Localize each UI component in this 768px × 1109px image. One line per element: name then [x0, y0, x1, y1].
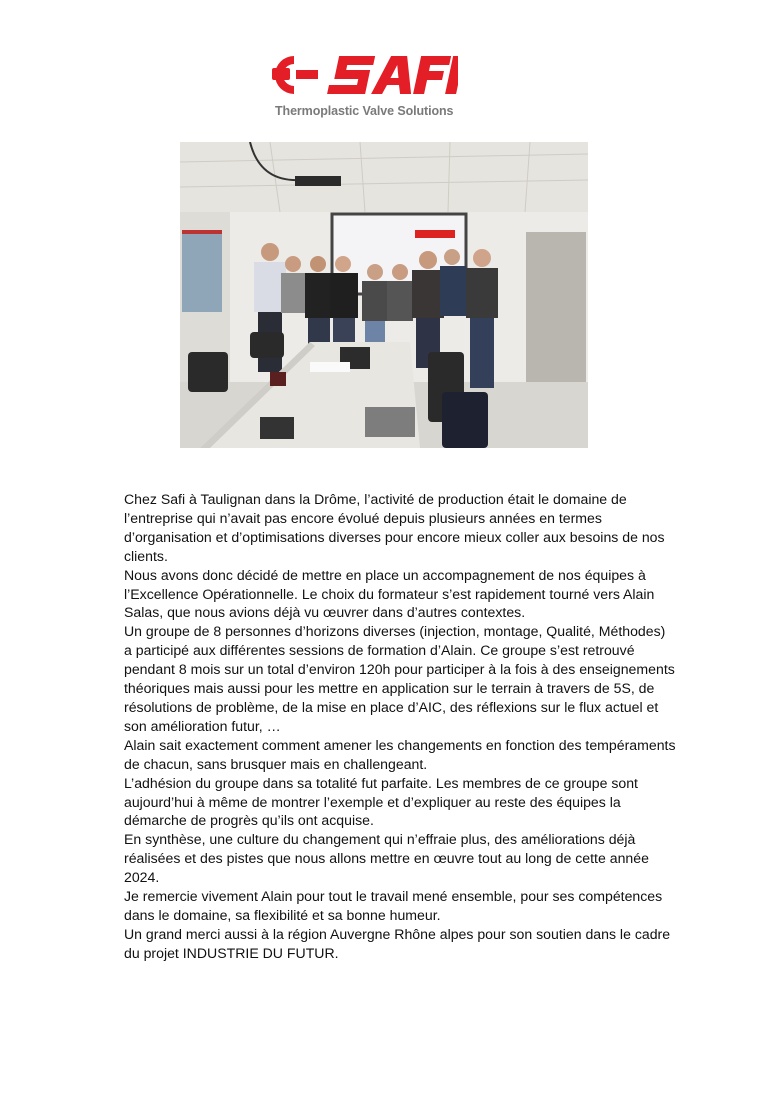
paragraph-4: Alain sait exactement comment amener les changements en fonction des tempéraments de chacun, sans brusquer mais en challengeant.: [124, 736, 676, 772]
paragraph-8: Un grand merci aussi à la région Auvergne Rhône alpes pour son soutien dans le cadre du projet INDUSTRIE DU FUTUR.: [124, 925, 671, 961]
article-body: [124, 490, 676, 963]
team-photo-illustration: [180, 142, 588, 448]
safi-logo: [272, 52, 458, 122]
paragraph-6: En synthèse, une culture du changement qui n’effraie plus, des améliorations déjà réalisées et des pistes que nous allons mettre en œuvre tout au long de cette année 2024.: [124, 831, 649, 886]
paragraph-2: Nous avons donc décidé de mettre en place un accompagnement de nos équipes à l’Excellence Opérationnelle. Le choix du formateur s’est rapidement tourné vers Alain Salas, que nous avions déjà vu œuvrer dans d’autres contextes.: [124, 566, 655, 621]
logo-tagline: Thermoplastic Valve Solutions: [275, 104, 454, 118]
paragraph-1: Chez Safi à Taulignan dans la Drôme, l’activité de production était le domaine de l’entreprise qui n’avait pas encore évolué depuis plusieurs années en termes d’organisation et d’optimisations diverses pour encore mieux coller aux besoins de nos clients.: [124, 491, 665, 564]
paragraph-7: Je remercie vivement Alain pour tout le travail mené ensemble, pour ses compétences dans le domaine, sa flexibilité et sa bonne humeur.: [124, 888, 663, 923]
safi-logo-mark: [272, 52, 458, 98]
paragraph-5: L’adhésion du groupe dans sa totalité fut parfaite. Les membres de ce groupe sont aujourd’hui à même de montrer l’exemple et d’expliquer au reste des équipes la démarche de progrès qu’ils ont acquise.: [124, 774, 638, 829]
team-photo: [180, 142, 588, 448]
paragraph-3: Un groupe de 8 personnes d’horizons diverses (injection, montage, Qualité, Méthodes) a participé aux différentes sessions de formation d’Alain. Ce groupe s’est retrouvé pendant 8 mois sur un total d’environ 120h pour participer à la fois à des enseignements théoriques mais aussi pour les mettre en application sur le terrain à travers de 5S, de résolutions de problème, de la mise en place d’AIC, des réflexions sur le flux actuel et son amélioration futur, …: [124, 623, 675, 734]
